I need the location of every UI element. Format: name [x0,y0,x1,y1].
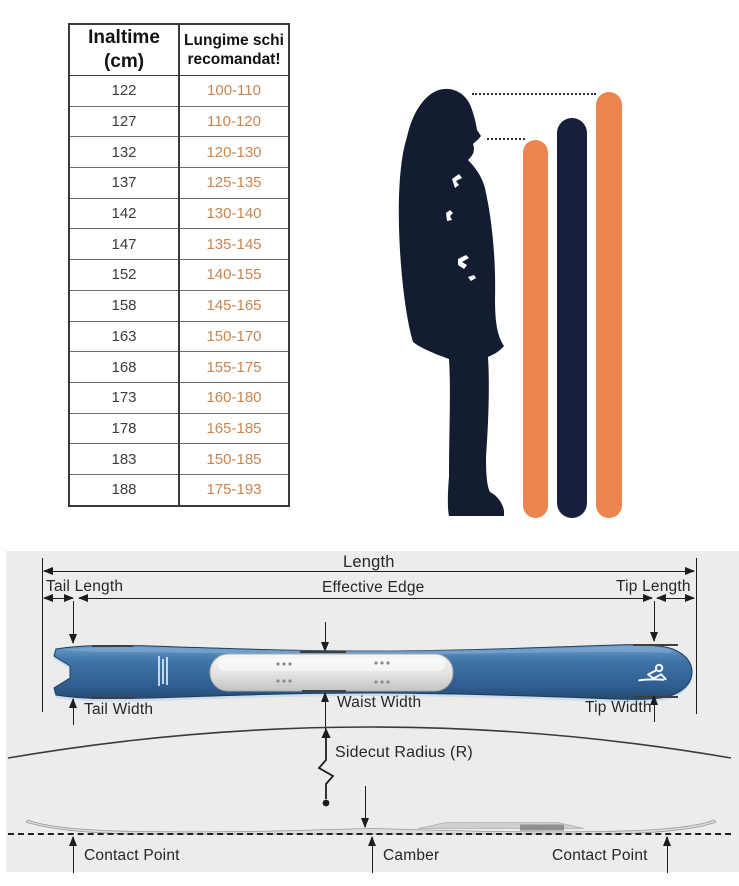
tall-ski [596,92,622,518]
tail-brand-text [158,656,168,686]
tip-length-arrow [657,598,694,599]
tip-width-label: Tip Width [585,699,652,716]
tail-length-label: Tail Length [46,578,124,595]
ski-length-cell: 145-165 [179,290,289,321]
ski-length-cell: 135-145 [179,229,289,260]
height-cell: 147 [69,229,179,260]
ski-length-cell: 140-155 [179,260,289,291]
tip-length-label: Tip Length [616,578,691,595]
ski-length-cell: 120-130 [179,137,289,168]
ground-dashed-line [8,833,731,835]
col-header-ski-length: Lungime schi recomandat! [179,24,289,76]
tail-width-label: Tail Width [84,701,154,718]
waist-top-tick [300,651,346,653]
medium-ski [557,118,587,518]
height-cell: 152 [69,260,179,291]
ski-length-cell: 165-185 [179,413,289,444]
ski-length-cell: 150-170 [179,321,289,352]
ski-length-cell: 125-135 [179,168,289,199]
height-cell: 173 [69,382,179,413]
camber-label: Camber [383,847,440,864]
ski-length-cell: 100-110 [179,76,289,107]
contact-point-right-arrow [667,837,668,873]
tail-pointer-arrow [73,601,74,643]
camber-up-arrow [372,837,373,873]
binding-side [520,825,564,831]
tip-pointer-arrow [654,601,655,641]
height-cell: 188 [69,474,179,505]
ski-length-cell: 175-193 [179,474,289,505]
tail-length-arrow [44,598,73,599]
effective-edge-label: Effective Edge [322,579,425,596]
height-cell: 142 [69,198,179,229]
height-cell: 127 [69,106,179,137]
head-height-dotted-line [472,93,596,95]
tip-top-tick [633,644,678,646]
col-header-height: Inaltime (cm) [69,24,179,76]
height-cell: 122 [69,76,179,107]
length-arrow [44,571,694,572]
chin-height-dotted-line [487,138,525,140]
height-cell: 158 [69,290,179,321]
height-cell: 168 [69,352,179,383]
height-cell: 163 [69,321,179,352]
ski-length-cell: 110-120 [179,106,289,137]
sidecut-radius-label: Sidecut Radius (R) [335,744,473,761]
ski-length-cell: 155-175 [179,352,289,383]
height-cell: 137 [69,168,179,199]
person-silhouette [392,87,505,519]
height-cell: 183 [69,444,179,475]
waist-width-label: Waist Width [337,694,422,711]
height-cell: 132 [69,137,179,168]
contact-point-left-arrow [73,837,74,873]
ski-length-cell: 160-180 [179,382,289,413]
ski-length-cell: 150-185 [179,444,289,475]
length-label: Length [343,553,395,571]
ski-length-cell: 130-140 [179,198,289,229]
effective-edge-arrow [79,598,652,599]
height-cell: 178 [69,413,179,444]
sidecut-radius-pointer [317,727,335,809]
tail-top-tick [92,645,133,647]
short-ski [523,140,548,518]
contact-point-left-label: Contact Point [84,847,180,864]
contact-point-right-label: Contact Point [552,847,648,864]
